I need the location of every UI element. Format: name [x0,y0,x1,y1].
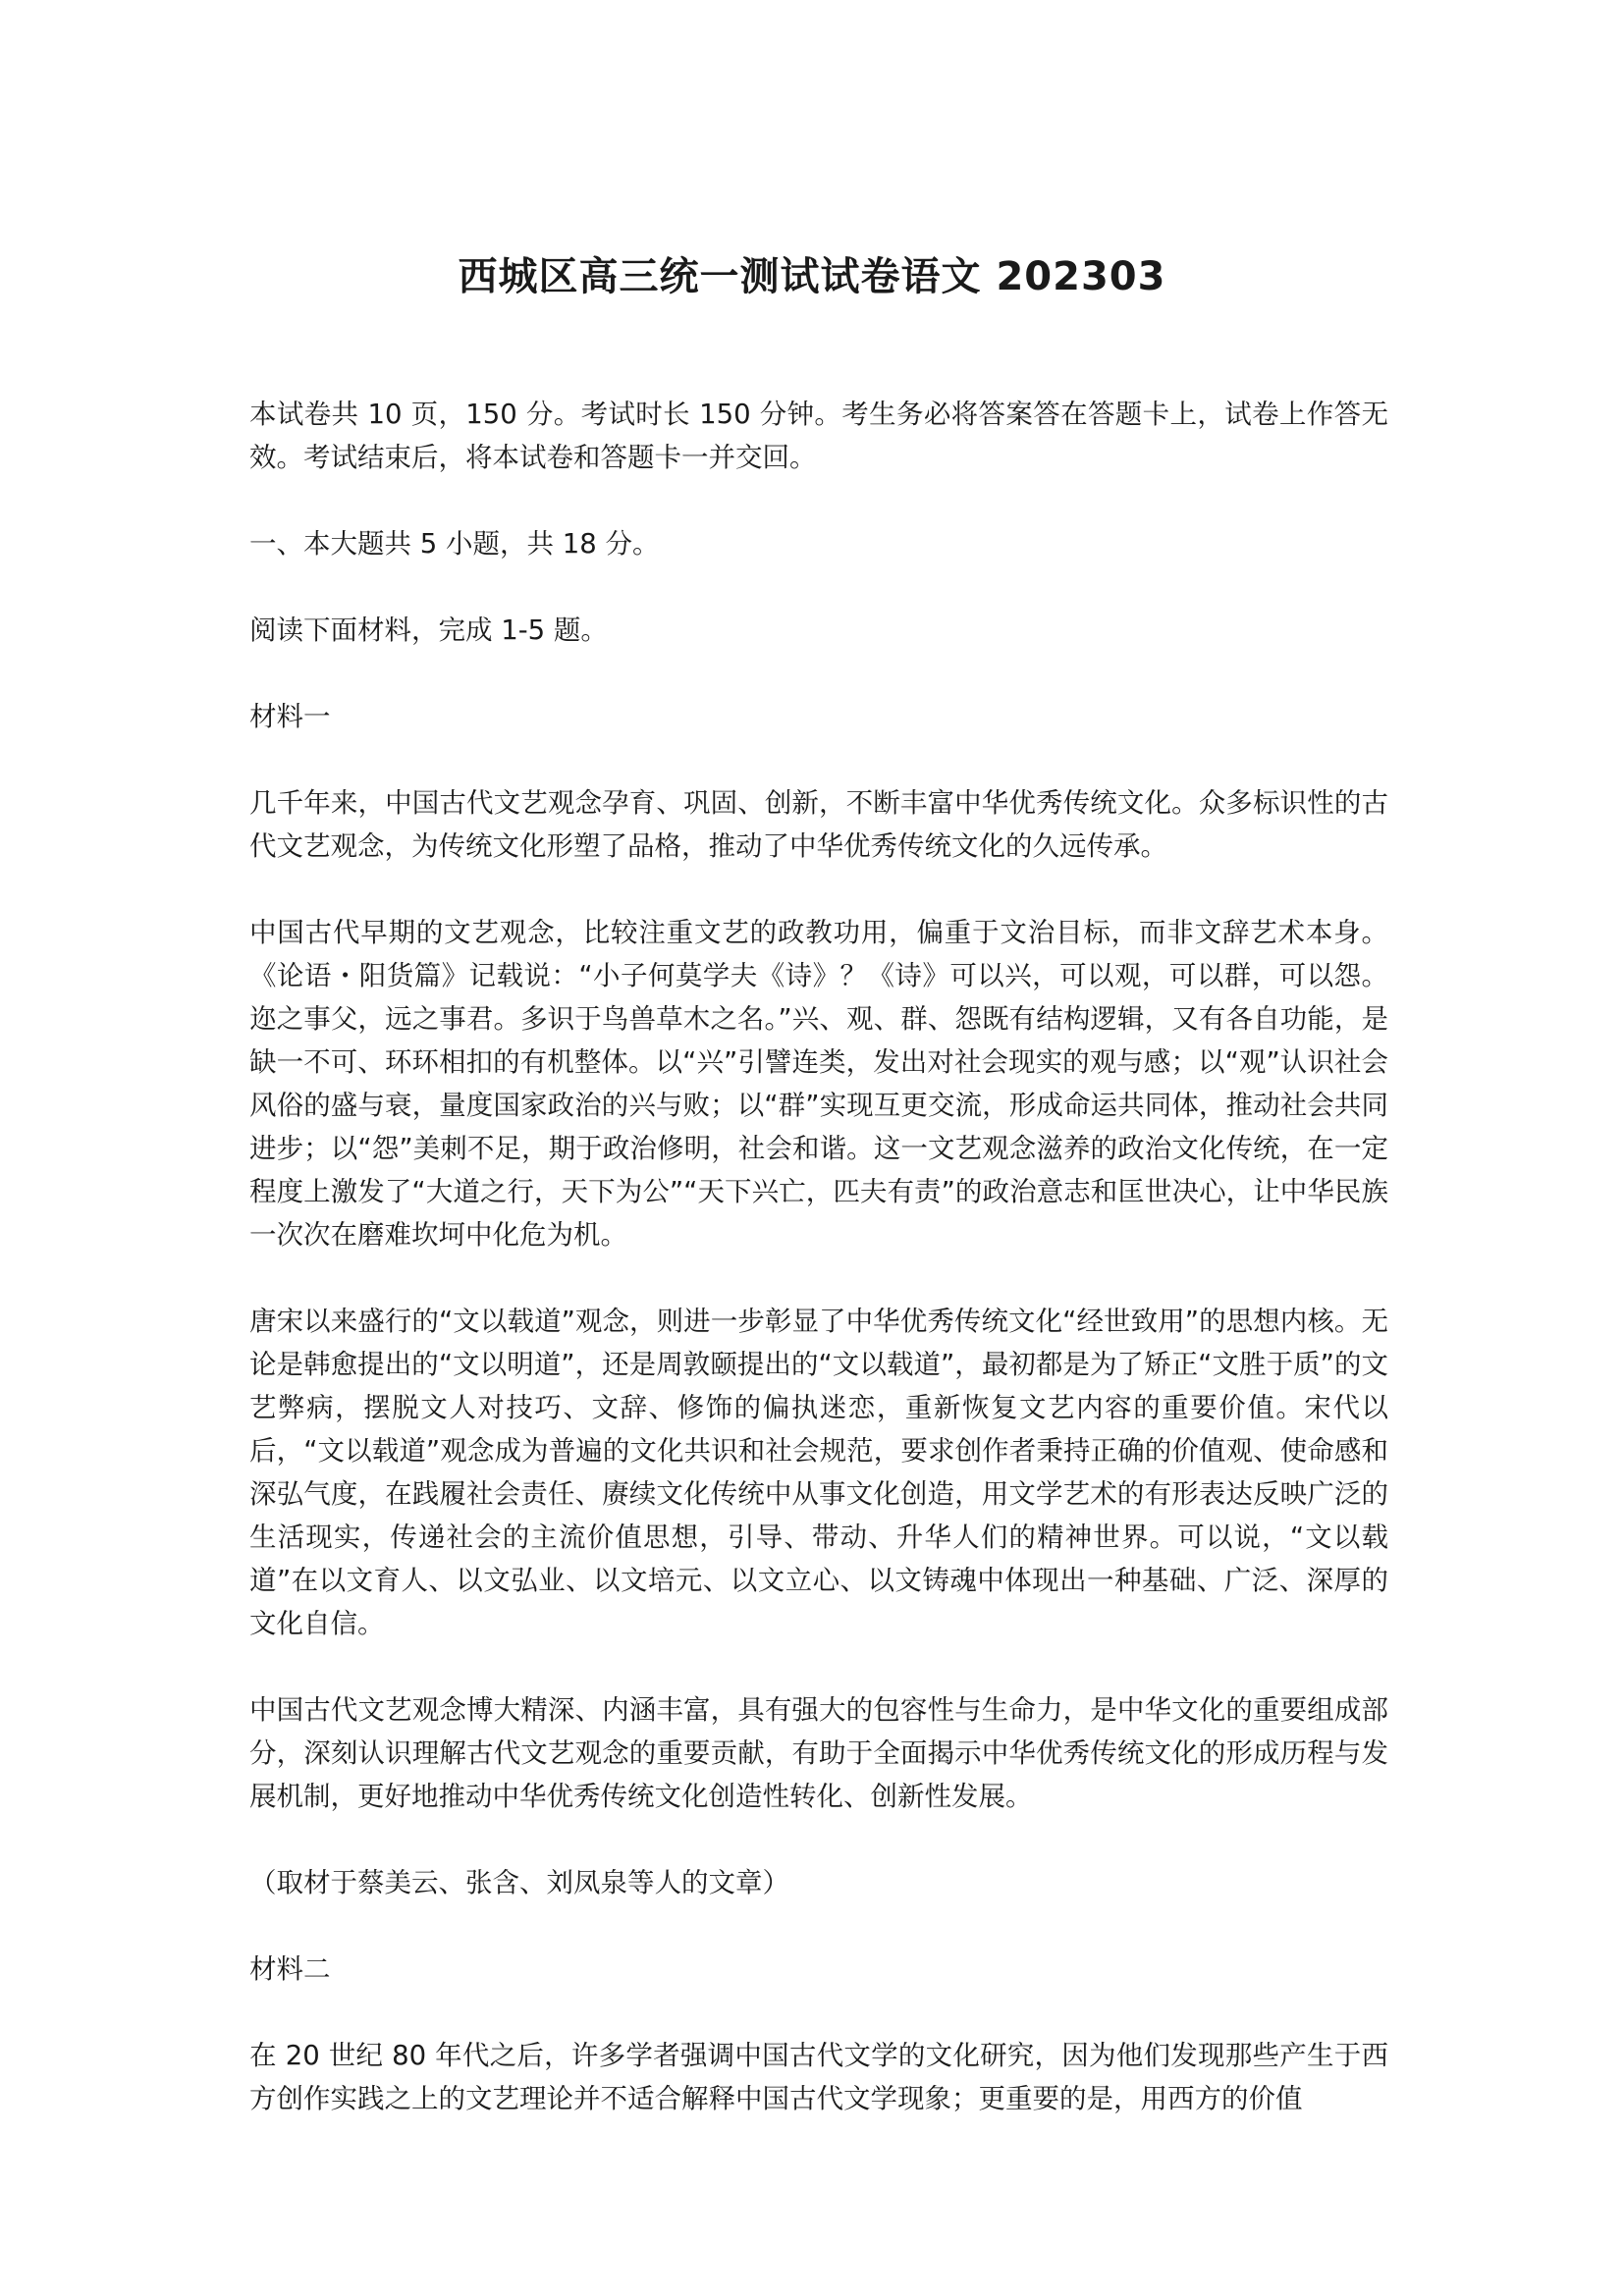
material-two-heading: 材料二 [249,1953,331,1985]
exam-instructions: 本试卷共 10 页，150 分。考试时长 150 分钟。考生务必将答案答在答题卡上，试卷上作答无效。考试结束后，将本试卷和答题卡一并交回。 [249,399,1388,473]
material-one-paragraph: 中国古代早期的文艺观念，比较注重文艺的政教功用，偏重于文治目标，而非文辞艺术本身。《论语・阳货篇》记载说：“小子何莫学夫《诗》？《诗》可以兴，可以观，可以群，可以怨。迩之事父，远之事君。多识于鸟兽草木之名。”兴、观、群、怨既有结构逻辑，又有各自功能，是缺一不可、环环相扣的有机整体。以“兴”引譬连类，发出对社会现实的观与感；以“观”认识社会风俗的盛与衰，量度国家政治的兴与败；以“群”实现互更交流，形成命运共同体，推动社会共同进步；以“怨”美刺不足，期于政治修明，社会和谐。这一文艺观念滋养的政治文化传统，在一定程度上激发了“大道之行，天下为公”“天下兴亡，匹夫有责”的政治意志和匡世决心，让中华民族一次次在磨难坎坷中化危为机。 [249,917,1388,1251]
reading-instruction: 阅读下面材料，完成 1-5 题。 [249,614,608,646]
material-one-paragraph: 中国古代文艺观念博大精深、内涵丰富，具有强大的包容性与生命力，是中华文化的重要组成部分，深刻认识理解古代文艺观念的重要贡献，有助于全面揭示中华优秀传统文化的形成历程与发展机制，更好地推动中华优秀传统文化创造性转化、创新性发展。 [249,1694,1388,1812]
material-one-paragraph: 几千年来，中国古代文艺观念孕育、巩固、创新，不断丰富中华优秀传统文化。众多标识性的古代文艺观念，为传统文化形塑了品格，推动了中华优秀传统文化的久远传承。 [249,787,1388,862]
material-two-paragraph: 在 20 世纪 80 年代之后，许多学者强调中国古代文学的文化研究，因为他们发现那些产生于西方创作实践之上的文艺理论并不适合解释中国古代文学现象；更重要的是，用西方的价值 [249,2040,1388,2114]
material-one-heading: 材料一 [249,701,331,732]
document-body [249,393,1388,2162]
section-heading: 一、本大题共 5 小题，共 18 分。 [249,528,660,560]
material-one-source: （取材于蔡美云、张含、刘凤泉等人的文章） [249,1867,789,1898]
document-title: 西城区高三统一测试试卷语文 202303 [458,254,1166,299]
material-one-paragraph: 唐宋以来盛行的“文以载道”观念，则进一步彰显了中华优秀传统文化“经世致用”的思想内核。无论是韩愈提出的“文以明道”，还是周敦颐提出的“文以载道”，最初都是为了矫正“文胜于质”的文艺弊病，摆脱文人对技巧、文辞、修饰的偏执迷恋，重新恢复文艺内容的重要价值。宋代以后，“文以载道”观念成为普遍的文化共识和社会规范，要求创作者秉持正确的价值观、使命感和深弘气度，在践履社会责任、赓续文化传统中从事文化创造，用文学艺术的有形表达反映广泛的生活现实，传递社会的主流价值思想，引导、带动、升华人们的精神世界。可以说，“文以载道”在以文育人、以文弘业、以文培元、以文立心、以文铸魂中体现出一种基础、广泛、深厚的文化自信。 [249,1306,1388,1639]
